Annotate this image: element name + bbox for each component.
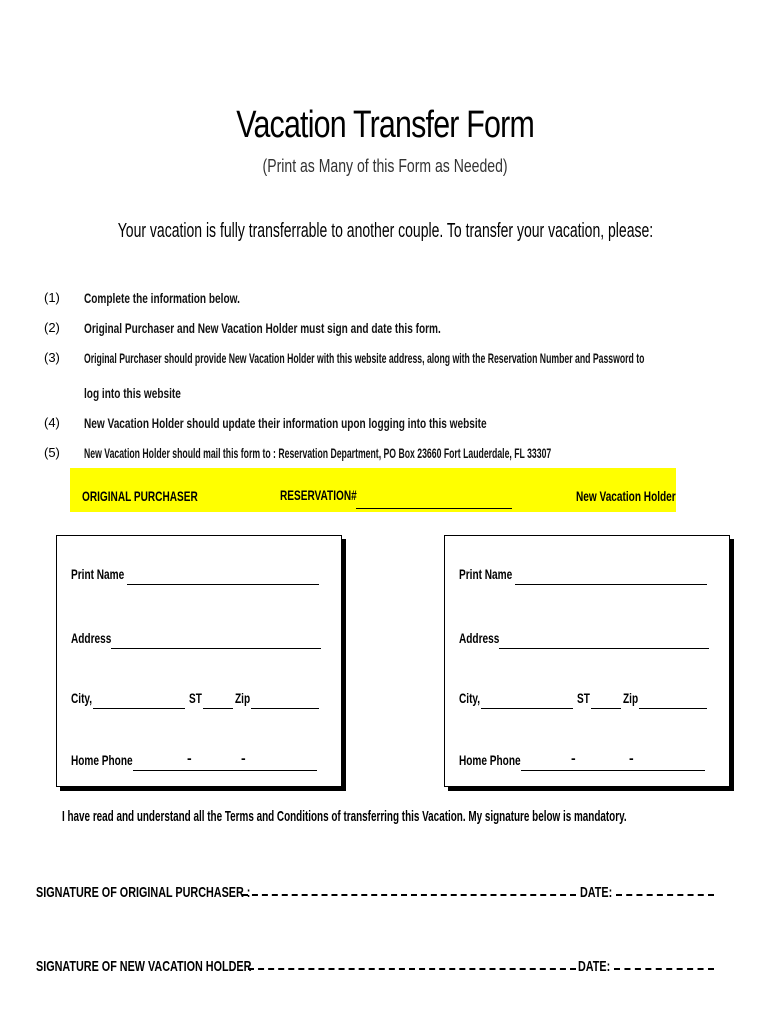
st-input[interactable] (203, 708, 233, 709)
field-label: Home Phone (459, 752, 521, 768)
st-field (189, 690, 207, 706)
home-phone-input[interactable] (521, 770, 705, 771)
original-date-line[interactable] (616, 894, 714, 896)
field-label: Home Phone (71, 752, 133, 768)
form-title: Vacation Transfer Form (236, 104, 534, 146)
step-text: Original Purchaser should provide New Vacation Holder with this website address, along with the Reservation Number and Password to (84, 350, 645, 366)
city-field (459, 690, 488, 706)
zip-input[interactable] (251, 708, 319, 709)
field-label: Zip (235, 690, 251, 706)
zip-input[interactable] (639, 708, 707, 709)
phone-separator: - (241, 750, 246, 766)
step-text: Original Purchaser and New Vacation Holder must sign and date this form. (84, 320, 441, 336)
print-name-input[interactable] (127, 584, 319, 585)
city-field (71, 690, 100, 706)
field-label: Zip (623, 690, 639, 706)
field-label: City, (71, 690, 93, 706)
phone-separator: - (187, 750, 192, 766)
reservation-number-line[interactable] (356, 508, 512, 509)
address-input[interactable] (499, 648, 709, 649)
home-phone-input[interactable] (133, 770, 317, 771)
intro-text: Your vacation is fully transferrable to another couple. To transfer your vacation, please: (117, 220, 653, 242)
phone-separator: - (571, 750, 576, 766)
banner-new-holder: New Vacation Holder (576, 488, 676, 504)
new-holder-signature-line[interactable] (248, 968, 576, 970)
address-field (71, 630, 127, 646)
field-label: ST (577, 690, 590, 706)
new-holder-signature-label: SIGNATURE OF NEW VACATION HOLDER (36, 958, 252, 975)
step-number: (2) (44, 320, 60, 335)
field-label: Address (71, 630, 112, 646)
step-number: (1) (44, 290, 60, 305)
new-holder-box (444, 535, 730, 787)
field-label: Print Name (459, 566, 513, 582)
phone-separator: - (629, 750, 634, 766)
form-subtitle: (Print as Many of this Form as Needed) (262, 156, 508, 176)
original-signature-label: SIGNATURE OF ORIGINAL PURCHASER : (36, 884, 251, 901)
print-name-input[interactable] (515, 584, 707, 585)
banner-original-purchaser: ORIGINAL PURCHASER (82, 488, 198, 504)
zip-field (623, 690, 644, 706)
city-input[interactable] (481, 708, 573, 709)
banner-reservation (280, 487, 387, 503)
step-text: Complete the information below. (84, 290, 240, 306)
print-name-field (71, 566, 145, 582)
field-label: ST (189, 690, 202, 706)
field-label: City, (459, 690, 481, 706)
home-phone-field (71, 752, 157, 768)
step-number: (3) (44, 350, 60, 365)
field-label: Print Name (71, 566, 125, 582)
st-input[interactable] (591, 708, 621, 709)
step-text: New Vacation Holder should mail this form to : Reservation Department, PO Box 23660 Fort Lauderdale, FL 33307 (84, 445, 552, 461)
field-label: Address (459, 630, 500, 646)
print-name-field (459, 566, 533, 582)
city-input[interactable] (93, 708, 185, 709)
step-number: (5) (44, 445, 60, 460)
address-field (459, 630, 515, 646)
step-text-continuation: log into this website (84, 385, 181, 401)
terms-statement: I have read and understand all the Terms and Conditions of transferring this Vacation. My signature below is mandatory. (62, 808, 627, 825)
original-signature-line[interactable] (242, 894, 576, 896)
step-number: (4) (44, 415, 60, 430)
home-phone-field (459, 752, 545, 768)
original-date-label: DATE: (580, 884, 613, 901)
step-text: New Vacation Holder should update their information upon logging into this website (84, 415, 487, 431)
zip-field (235, 690, 256, 706)
original-purchaser-box (56, 535, 342, 787)
address-input[interactable] (111, 648, 321, 649)
new-holder-date-label: DATE: (578, 958, 611, 975)
new-holder-date-line[interactable] (614, 968, 714, 970)
reservation-label: RESERVATION# (280, 487, 357, 503)
st-field (577, 690, 595, 706)
